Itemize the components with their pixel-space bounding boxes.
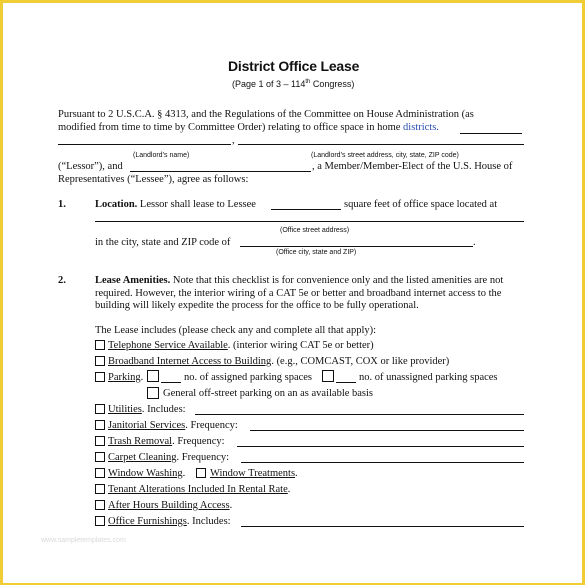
- watermark: www.sampletemplates.com: [41, 537, 126, 544]
- window-washing-label: Window Washing: [108, 468, 183, 479]
- broadband-checkbox[interactable]: [95, 356, 105, 366]
- intro-line-2-text: modified from time to time by Committee Order) relating to office space in home: [58, 122, 404, 133]
- lessor-text: (“Lessor”), and: [58, 161, 123, 172]
- utilities-item: [108, 404, 186, 416]
- unassigned-spaces-text: no. of unassigned parking spaces: [359, 372, 498, 383]
- after-hours-dot: .: [229, 500, 233, 511]
- districts-field[interactable]: [460, 133, 522, 134]
- assigned-spaces-text: no. of assigned parking spaces: [184, 372, 313, 383]
- telephone-note: . (interior wiring CAT 5e or better): [227, 340, 374, 351]
- trash-label: Trash Removal: [108, 436, 173, 447]
- square-feet-field[interactable]: [271, 209, 341, 210]
- janitorial-label: Janitorial Services: [108, 420, 186, 431]
- document-title: District Office Lease: [228, 58, 360, 74]
- member-text: , a Member/Member-Elect of the U.S. House of: [312, 161, 513, 172]
- landlord-name-field[interactable]: [58, 144, 231, 145]
- broadband-label: Broadband Internet Access to Building: [108, 356, 272, 367]
- window-treatments-label: Window Treatments: [210, 468, 296, 479]
- assigned-parking-checkbox[interactable]: [147, 370, 159, 382]
- assigned-spaces-field[interactable]: [161, 382, 181, 383]
- general-parking-checkbox[interactable]: [147, 387, 159, 399]
- after-hours-checkbox[interactable]: [95, 500, 105, 510]
- parking-checkbox[interactable]: [95, 372, 105, 382]
- office-city-label: (Office city, state and ZIP): [276, 249, 357, 256]
- janitorial-checkbox[interactable]: [95, 420, 105, 430]
- carpet-suffix: . Frequency:: [176, 452, 230, 463]
- section-2-line-2: required. However, the interior wiring of a CAT 5e or better and broadband internet access to the: [95, 288, 502, 299]
- districts-link: districts.: [403, 122, 439, 133]
- carpet-frequency-field[interactable]: [241, 462, 524, 463]
- subtitle-suffix: Congress): [310, 79, 355, 89]
- after-hours-item: [108, 500, 232, 512]
- section-2-text-1: Note that this checklist is for convenience only and the listed amenities are not: [172, 275, 504, 286]
- window-washing-item: [108, 468, 185, 480]
- utilities-checkbox[interactable]: [95, 404, 105, 414]
- unassigned-parking-checkbox[interactable]: [322, 370, 334, 382]
- section-2-line-3: building will likely expedite the process for the office to be fully operational.: [95, 300, 419, 311]
- section-2-line-1: [95, 275, 503, 287]
- janitorial-frequency-field[interactable]: [250, 430, 524, 431]
- window-washing-dot: .: [182, 468, 186, 479]
- document-page: [3, 3, 582, 583]
- after-hours-label: After Hours Building Access: [108, 500, 230, 511]
- section-1-text-a: Lessor shall lease to Lessee: [139, 199, 256, 210]
- unassigned-spaces-field[interactable]: [336, 382, 356, 383]
- section-1-text-b: square feet of office space located at: [344, 199, 498, 210]
- trash-frequency-field[interactable]: [237, 446, 524, 447]
- document-subtitle: [232, 79, 354, 89]
- window-treatments-item: [210, 468, 298, 480]
- furnishings-item: [108, 516, 231, 528]
- furnishings-field[interactable]: [241, 526, 524, 527]
- carpet-checkbox[interactable]: [95, 452, 105, 462]
- parking-dot: .: [140, 372, 144, 383]
- office-street-field[interactable]: [95, 221, 524, 222]
- carpet-label: Carpet Cleaning: [108, 452, 177, 463]
- telephone-label: Telephone Service Available: [108, 340, 228, 351]
- subtitle-prefix: (Page 1 of 3 – 114: [232, 79, 306, 89]
- section-1-number: 1.: [58, 199, 66, 210]
- parking-item: [108, 372, 143, 384]
- tenant-alterations-checkbox[interactable]: [95, 484, 105, 494]
- lessee-text: Representatives (“Lessee”), agree as follows:: [58, 174, 249, 185]
- landlord-name-label: (Landlord’s name): [133, 152, 190, 159]
- office-street-label: (Office street address): [280, 227, 350, 234]
- furnishings-suffix: . Includes:: [186, 516, 231, 527]
- comma: ,: [232, 135, 235, 146]
- city-text: in the city, state and ZIP code of: [95, 237, 231, 248]
- section-1-line: [95, 199, 256, 211]
- telephone-checkbox[interactable]: [95, 340, 105, 350]
- office-city-field[interactable]: [240, 246, 473, 247]
- window-treatments-checkbox[interactable]: [196, 468, 206, 478]
- intro-line-1: Pursuant to 2 U.S.C.A. § 4313, and the Regulations of the Committee on House Administration (as: [58, 109, 474, 120]
- subtitle-sup: th: [305, 79, 311, 85]
- tenant-alterations-label: Tenant Alterations Included In Rental Rate: [108, 484, 288, 495]
- telephone-item: [108, 340, 374, 352]
- furnishings-checkbox[interactable]: [95, 516, 105, 526]
- section-2-heading: Lease Amenities.: [95, 275, 171, 286]
- janitorial-suffix: . Frequency:: [185, 420, 238, 431]
- parking-label: Parking: [108, 372, 141, 383]
- window-treatments-dot: .: [295, 468, 298, 479]
- lessee-name-field[interactable]: [130, 171, 311, 172]
- section-2-number: 2.: [58, 275, 66, 286]
- utilities-field[interactable]: [195, 414, 524, 415]
- broadband-item: [108, 356, 449, 368]
- furnishings-label: Office Furnishings: [108, 516, 187, 527]
- landlord-address-field[interactable]: [238, 144, 524, 145]
- includes-intro: The Lease includes (please check any and complete all that apply):: [95, 325, 377, 336]
- general-parking-text: General off-street parking on an as available basis: [163, 388, 374, 399]
- section-1-heading: Location.: [95, 199, 138, 210]
- trash-suffix: . Frequency:: [172, 436, 225, 447]
- landlord-address-label: (Landlord’s street address, city, state, ZIP code): [311, 152, 459, 159]
- tenant-alterations-dot: .: [287, 484, 291, 495]
- window-washing-checkbox[interactable]: [95, 468, 105, 478]
- utilities-suffix: . Includes:: [141, 404, 186, 415]
- carpet-item: [108, 452, 229, 464]
- trash-item: [108, 436, 225, 448]
- utilities-label: Utilities: [108, 404, 142, 415]
- janitorial-item: [108, 420, 238, 432]
- broadband-note: . (e.g., COMCAST, COX or like provider): [271, 356, 450, 367]
- city-period: .: [473, 237, 476, 248]
- tenant-alterations-item: [108, 484, 290, 496]
- trash-checkbox[interactable]: [95, 436, 105, 446]
- intro-line-2: [58, 122, 439, 134]
